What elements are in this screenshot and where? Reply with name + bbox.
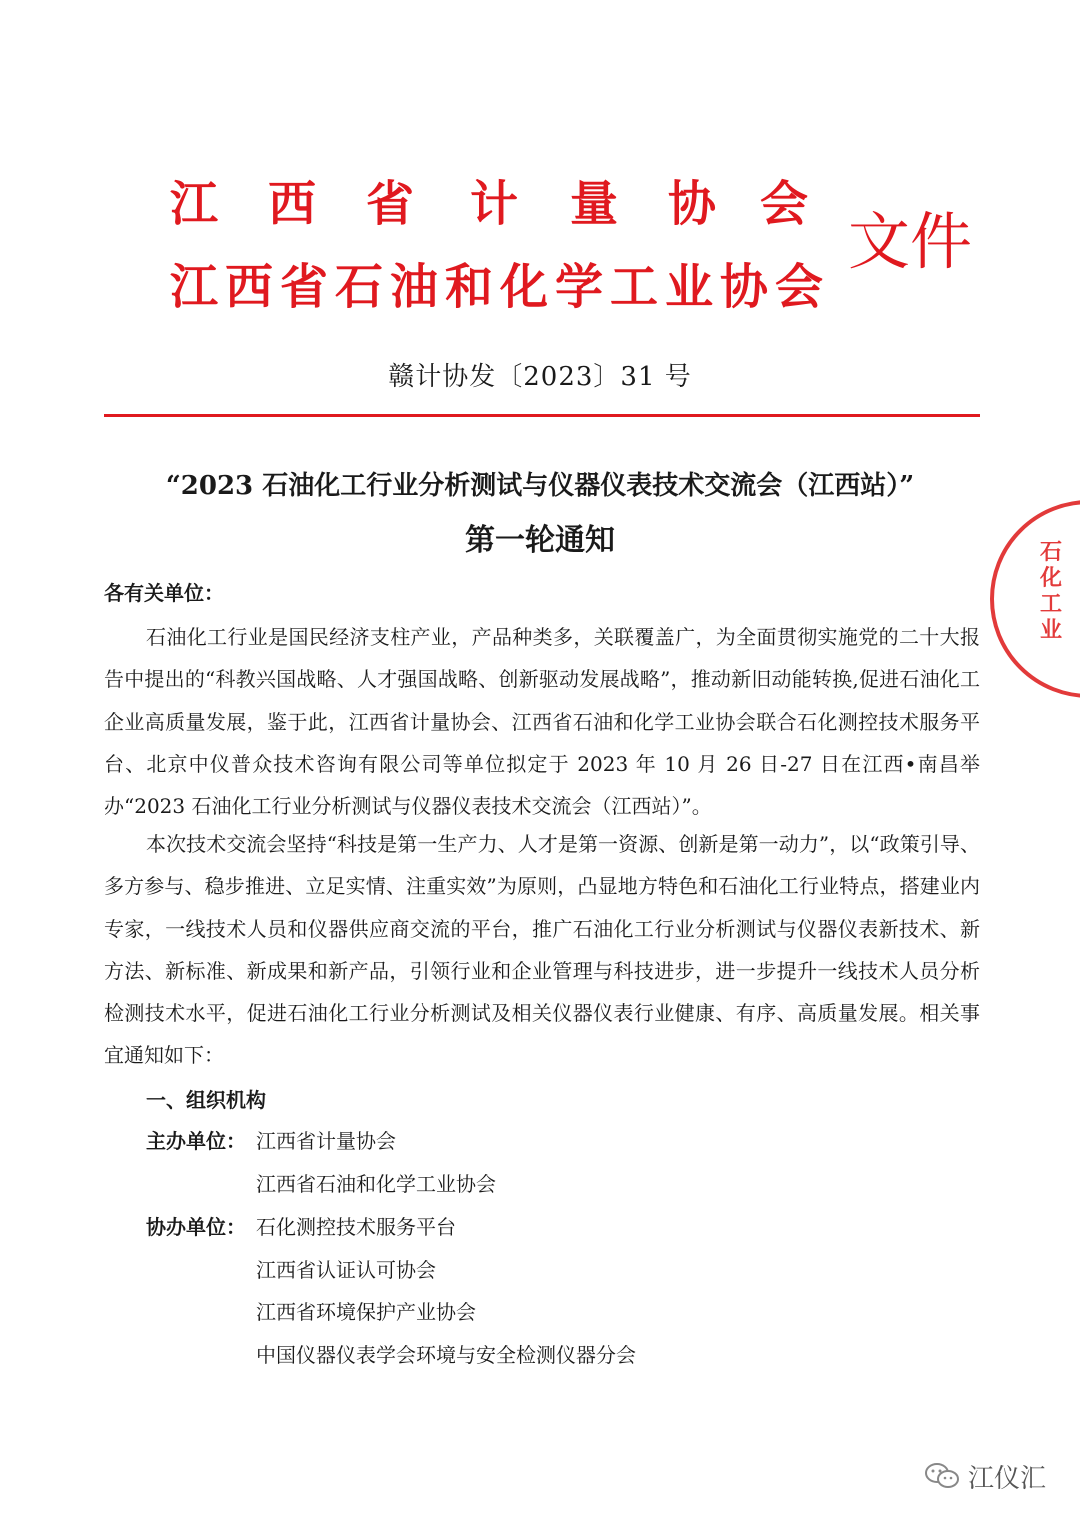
seal-text: 石化工业 [1040,540,1063,643]
section-heading: 一、组织机构 [146,1088,266,1112]
notice-subtitle: 第一轮通知 [465,523,615,558]
host-item: 江西省计量协会 [256,1129,396,1153]
co-organizer-item: 石化测控技术服务平台 [256,1215,456,1239]
red-divider [104,414,980,417]
watermark-text: 江仪汇 [968,1463,1047,1494]
host-item: 江西省石油和化学工业协会 [256,1172,496,1196]
salutation: 各有关单位： [104,581,224,605]
co-organizer-item: 江西省环境保护产业协会 [256,1300,476,1324]
org1-char: 量 [570,176,619,232]
org1-char: 省 [366,176,415,232]
co-organizer-item: 中国仪器仪表学会环境与安全检测仪器分会 [256,1343,636,1367]
org1-char: 协 [668,176,717,232]
org-name-petrochem: 江西省石油和化学工业协会 [170,259,831,315]
paragraph-purpose: 本次技术交流会坚持“科技是第一生产力、人才是第一资源、创新是第一动力”，以“政策引导、多方参与、稳步推进、立足实情、注重实效”为原则，凸显地方特色和石油化工行业特点，搭建业内专家，一线技术人员和仪器供应商交流的平台，推广石油化工行业分析测试与仪器仪表新技术、新方法、新标准、新成果和新产品，引领行业和企业管理与科技进步，进一步提升一线技术人员分析检测技术水平，促进石油化工行业分析测试及相关仪器仪表行业健康、有序、高质量发展。相关事宜通知如下： [104,832,980,1068]
paragraph-intro: 石油化工行业是国民经济支柱产业，产品种类多，关联覆盖广，为全面贯彻实施党的二十大报告中提出的“科教兴国战略、人才强国战略、创新驱动发展战略”，推动新旧动能转换,促进石油化工企业高质量发展，鉴于此，江西省计量协会、江西省石油和化学工业协会联合石化测控技术服务平台、北京中仪普众技术咨询有限公司等单位拟定于 2023 年 10 月 26 日-27 日在江西•南昌举办“2023 石油化工行业分析测试与仪器仪表技术交流会（江西站）”。 [104,625,980,819]
org1-char: 西 [268,176,317,232]
notice-title: “2023 石油化工行业分析测试与仪器仪表技术交流会（江西站）” [165,471,915,501]
org1-char: 计 [470,176,519,232]
org-name-metrology [170,172,810,236]
doc-type-label: 文件 [848,205,973,278]
host-label: 主办单位： [146,1129,246,1153]
org1-char: 会 [760,176,809,232]
document-number: 赣计协发〔2023〕31 号 [388,362,692,392]
watermark [924,1456,1046,1496]
org1-char: 江 [170,176,219,232]
wechat-icon [924,1462,960,1490]
co-organizer-label: 协办单位： [146,1215,246,1239]
co-organizer-item: 江西省认证认可协会 [256,1258,436,1282]
